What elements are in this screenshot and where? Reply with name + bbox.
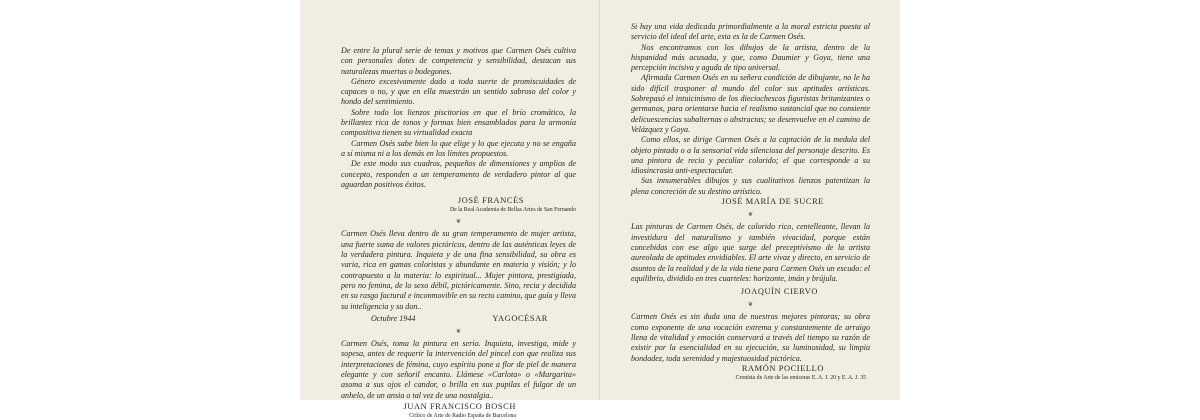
yagocesar-footer: [341, 314, 576, 324]
bosch-caption: Crítico de Arte de Radio España de Barcelona: [409, 413, 516, 420]
bosch-text: Carmen Osés, toma la pintura en serio. Inquieta, investiga, mide y sopesa, antes de requerir la intervención del pincel con que realiza sus interpretaciones de fémina, cuyo espíritu pone a flor de piel de manera elegante y con señoril encanto. Llámese «Carlota» o «Margarita» asoma a sus ojos el candor, o brilla en sus pupilas el fulgor de un anhelo, de un ansia o tal vez de una nostalgia..: [341, 339, 576, 400]
sucre-paragraph-3: Afirmada Carmen Osés en su señera condición de dibujante, no le ha sido difícil trasponer al mundo del color sus aptitudes artísticas. Sobrepasó el intuicinismo de los dieciochescos figuristas britanizantes o germanos, para orientarse hacia el realismo sustancial que no consiente delicuescencias subalternas o abstractas; se desenvuelve en el camino de Velázquez y Goya.: [631, 73, 870, 134]
pociello-caption: Cronista de Arte de las emisoras E. A. J. 20 y E. A. J. 35: [735, 375, 866, 382]
left-page: [300, 0, 600, 420]
right-page: [600, 0, 900, 400]
frances-paragraph-1: De entre la plural serie de temas y motivos que Carmen Osés cultiva con personales dotes de competencia y sensibilidad, destacan sus naturalezas muertas o bodegones.: [341, 46, 576, 76]
pociello-text: Carmen Osés es sin duda una de nuestras mejores pintoras; su obra como exponente de una vocación extrema y constantemente de arraigo llena de vitalidad y emoción conservará a través del tiempo su razón de existir por la esencialidad en su ejecución, su luminosidad, su limpia bondadez, toda serenidad y majestuosidad pictórica.: [631, 312, 870, 363]
pociello-signature: RAMÓN POCIELLO: [741, 363, 824, 373]
sucre-paragraph-1: Si hay una vida dedicada primordialmente a la moral estricta puesta al servicio del ideal del arte, esta es la de Carmen Osés.: [631, 22, 870, 42]
sucre-paragraph-4: Como ellos, se dirige Carmen Osés a la captación de la medula del objeto pintado o a la sensorial vida silenciosa del personaje descrito. Es una pintora de recio y peculiar colorido; el que corresponde a su idiosincrasia anti-espectacular.: [631, 135, 870, 176]
frances-signature: JOSÉ FRANCÉS: [457, 196, 524, 206]
frances-paragraph-2: Género excesivamente dado a toda suerte de promiscuidades de capaces o no, y que en ella muestrán un sentido sabroso del color y hondo del sentimiento.: [341, 76, 576, 107]
yagocesar-text: Carmen Osés lleva dentro de su gran temperamento de mujer artista, una fuerte suma de valores pictóricos, dentro de las auténticas leyes de la verdadera pintura. Inquieta y de una fina sensibilidad, su obra es varia, rica en gamas coloristas y abundante en materia y visión; y lo contrapuesto a la materia: lo espiritual... Mujer pintora, prestigiada, pero no femina, de lo sexo débil, pictóricamente. Sino, recia y decidida en su rasgo factural e inconmovible en su recto camino, que guía y lleva su inteligencia y su don..: [341, 229, 576, 311]
sucre-paragraph-2: Nos encontramos con los dibujos de la artista, dentro de la hispanidad más acusada, y que, como Daumier y Goya, tiene una percepción incisiva y aguda de tipo universal.: [631, 42, 870, 73]
ornament-icon: ❦: [747, 302, 754, 309]
ciervo-text: Las pinturas de Carmen Osés, de colorido rico, centelleante, llevan la investidura del naturalismo y también vivacidad, porque están concebidas con ese algo que surge del preceptivismo de la artista aureolada de aptitudes envidiables. El arte vivaz y directo, en servicio de asuntos de la realidad y de la vida tiene para Carmen Osés un escudo: el equilibrio, dividido en tres cuarteles: horizonte, imán y brújula.: [631, 222, 870, 283]
yagocesar-signature: YAGOCÉSAR: [492, 313, 548, 323]
sucre-signature: JOSÉ MARÍA DE SUCRE: [721, 197, 824, 207]
ornament-icon: ❦: [747, 212, 754, 219]
ciervo-signature: JOAQUÍN CIERVO: [740, 287, 818, 297]
frances-caption: De la Real Academia de Bellas Artes de San Fernando: [449, 207, 576, 214]
bosch-signature: JUAN FRANCISCO BOSCH: [403, 401, 516, 411]
ornament-icon: ❦: [455, 329, 462, 336]
frances-paragraph-5: De este modo sus cuadros, pequeños de dimensiones y amplios de concepto, responden a un temperamento de verdadero pintor al que aguardan positivos éxitos.: [341, 159, 576, 189]
ornament-icon: ❦: [455, 219, 462, 226]
sucre-paragraph-5: Sus innumerables dibujos y sus cualitativos lienzos patentizan la plena concreción de su destino artístico.: [631, 176, 870, 196]
frances-paragraph-4: Carmen Osés sabe bien lo que elige y lo que ejecuta y no se engaña a sí misma ni a los demás en los límites propuestos.: [341, 138, 576, 158]
frances-paragraph-3: Sobre todo los lienzos piscitorios en que el brío cromático, la brillantez rica de tonos y formas bien ensamblados para la armonía compositiva tienen su virtualidad exacta: [341, 107, 576, 138]
yagocesar-date: Octubre 1944: [371, 313, 416, 323]
